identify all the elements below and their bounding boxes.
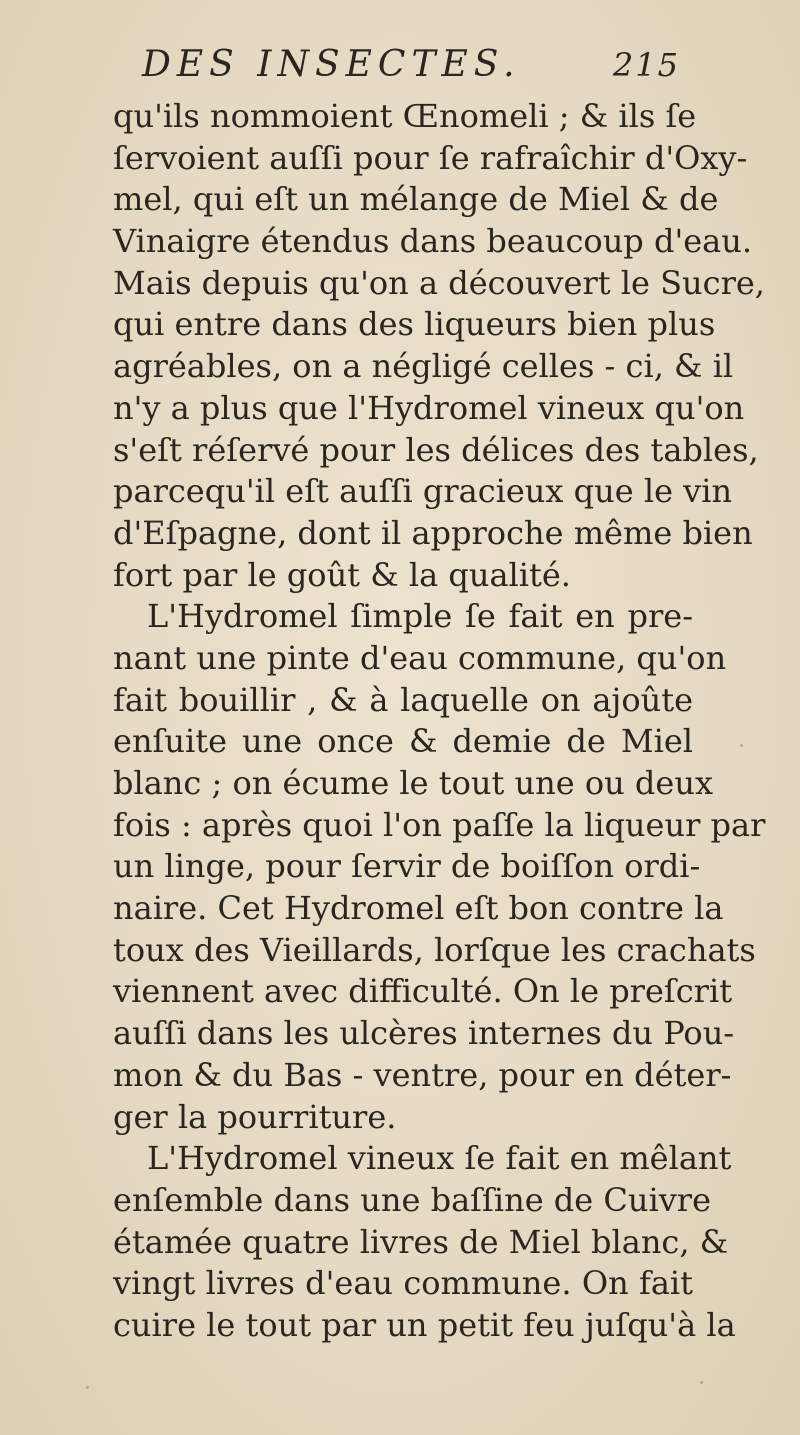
text-line: toux des Vieillards, lorſque les crachats [113, 930, 756, 969]
text-line: fait bouillir , & à laquelle on ajoûte [113, 680, 693, 719]
body-text [113, 96, 766, 1347]
text-line: parcequ'il eſt auſſi gracieux que le vin [113, 472, 733, 511]
text-line: Mais depuis qu'on a découvert le Sucre, [113, 263, 765, 302]
text-line: qu'ils nommoient Œnomeli ; & ils ſe [113, 97, 697, 135]
paper-speck [740, 744, 743, 747]
text-line: ger la pourriture. [113, 1097, 397, 1136]
text-line: enſemble dans une baſſine de Cuivre [113, 1180, 712, 1219]
text-line: qui entre dans des liqueurs bien plus [113, 305, 716, 344]
text-line: ſervoient auſſi pour ſe rafraîchir d'Oxy- [113, 138, 748, 177]
text-line: blanc ; on écume le tout une ou deux [113, 764, 713, 802]
text-line: agréables, on a négligé celles - ci, & il [113, 347, 734, 386]
text-line: enſuite une once & demie de Miel [113, 722, 693, 761]
text-line: auſſi dans les ulcères internes du Pou- [113, 1014, 735, 1053]
paper-speck [86, 1386, 89, 1389]
text-line: cuire le tout par un petit feu juſqu'à la [113, 1305, 736, 1344]
text-line: vingt livres d'eau commune. On fait [113, 1264, 693, 1303]
paper-speck [700, 1381, 703, 1384]
text-line: viennent avec difficulté. On le preſcrit [113, 972, 733, 1011]
text-line: fort par le goût & la qualité. [113, 555, 571, 594]
running-head: DES INSECTES. [142, 44, 521, 85]
text-line: L'Hydromel vineux ſe fait en mêlant [147, 1139, 732, 1178]
text-line: L'Hydromel ſimple ſe fait en pre- [147, 597, 693, 636]
text-line: mon & du Bas - ventre, pour en déter- [113, 1055, 732, 1094]
text-line: naire. Cet Hydromel eſt bon contre la [113, 889, 724, 928]
page-header [120, 44, 680, 88]
text-line: un linge, pour ſervir de boiſſon ordi- [113, 847, 701, 886]
text-line: Vinaigre étendus dans beaucoup d'eau. [113, 222, 753, 261]
page-number: 215 [612, 46, 680, 84]
text-line: n'y a plus que l'Hydromel vineux qu'on [113, 388, 745, 427]
text-line: s'eſt réſervé pour les délices des tables, [113, 430, 759, 469]
text-line: fois : après quoi l'on paſſe la liqueur par [113, 805, 766, 844]
text-line: nant une pinte d'eau commune, qu'on [113, 638, 727, 677]
text-line: d'Eſpagne, dont il approche même bien [113, 513, 753, 552]
text-line: mel, qui eſt un mélange de Miel & de [113, 180, 719, 219]
text-line: étamée quatre livres de Miel blanc, & [113, 1222, 729, 1261]
